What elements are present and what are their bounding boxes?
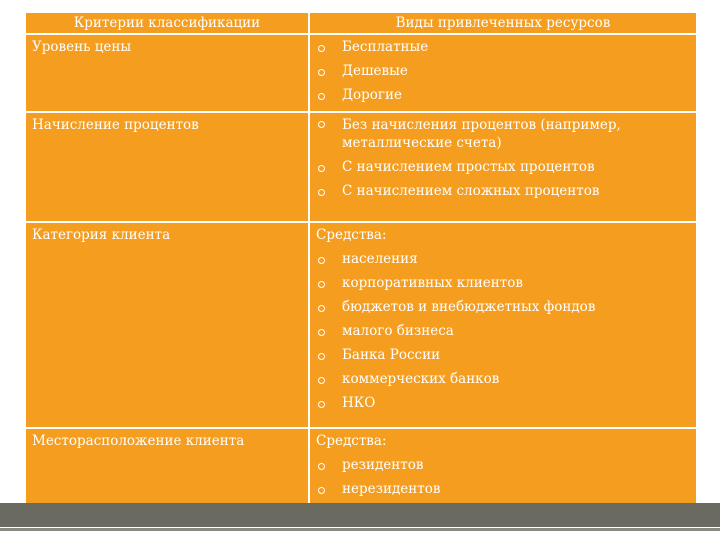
criterion-cell: Месторасположение клиента xyxy=(25,428,309,506)
table-header-row xyxy=(25,13,697,35)
list-item: НКО xyxy=(316,391,696,415)
list-item: населения xyxy=(316,247,696,271)
resource-list xyxy=(316,113,696,203)
list-item: Дорогие xyxy=(316,83,696,107)
bullet-icon xyxy=(318,305,325,312)
header-resource-types: Виды привлеченных ресурсов xyxy=(309,13,697,35)
resource-list xyxy=(316,247,696,415)
bullet-icon xyxy=(318,121,325,128)
table-row xyxy=(25,34,697,112)
list-item: Дешевые xyxy=(316,59,696,83)
resource-list xyxy=(316,35,696,107)
list-item: бюджетов и внебюджетных фондов xyxy=(316,295,696,319)
list-item: резидентов xyxy=(316,453,696,477)
list-item: малого бизнеса xyxy=(316,319,696,343)
bullet-icon xyxy=(318,165,325,172)
bullet-icon xyxy=(318,329,325,336)
resources-lead: Средства: xyxy=(316,227,387,243)
criterion-cell: Категория клиента xyxy=(25,222,309,428)
resources-cell xyxy=(309,428,697,506)
list-item: корпоративных клиентов xyxy=(316,271,696,295)
bullet-icon xyxy=(318,69,325,76)
bullet-icon xyxy=(318,463,325,470)
bullet-icon xyxy=(318,377,325,384)
bullet-icon xyxy=(318,189,325,196)
criterion-cell: Начисление процентов xyxy=(25,112,309,222)
classification-table xyxy=(24,12,698,507)
resources-cell xyxy=(309,222,697,428)
criterion-cell: Уровень цены xyxy=(25,34,309,112)
header-criteria: Критерии классификации xyxy=(25,13,309,35)
bullet-icon xyxy=(318,353,325,360)
table-row xyxy=(25,112,697,222)
resource-list xyxy=(316,453,696,501)
list-item: нерезидентов xyxy=(316,477,696,501)
list-item: Банка России xyxy=(316,343,696,367)
bullet-icon xyxy=(318,401,325,408)
list-item: С начислением простых процентов xyxy=(316,155,696,179)
footer-line xyxy=(0,528,720,531)
list-item: Без начисления процентов (например, металлические счета) xyxy=(316,113,696,155)
list-item: Бесплатные xyxy=(316,35,696,59)
table-row xyxy=(25,428,697,506)
table-row xyxy=(25,222,697,428)
list-item: коммерческих банков xyxy=(316,367,696,391)
footer-bar xyxy=(0,503,720,527)
bullet-icon xyxy=(318,45,325,52)
resources-lead: Средства: xyxy=(316,433,387,449)
bullet-icon xyxy=(318,487,325,494)
bullet-icon xyxy=(318,257,325,264)
resources-cell xyxy=(309,112,697,222)
bullet-icon xyxy=(318,281,325,288)
resources-cell xyxy=(309,34,697,112)
bullet-icon xyxy=(318,93,325,100)
list-item: С начислением сложных процентов xyxy=(316,179,696,203)
